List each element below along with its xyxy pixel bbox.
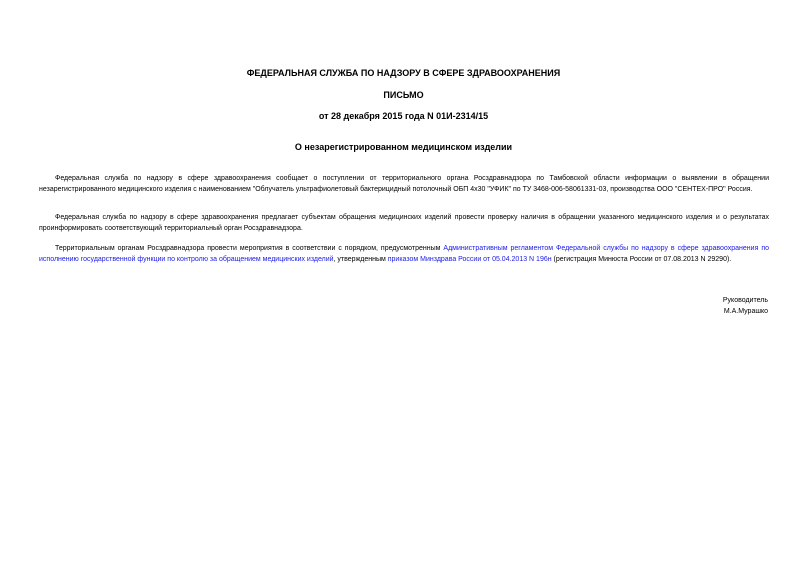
paragraph-3-text-part1: Территориальным органам Росздравнадзора провести мероприятия в соответствии с порядком, предусмотренным [55, 245, 444, 252]
paragraph-1: Федеральная служба по надзору в сфере здравоохранения сообщает о поступлении от территориального органа Росздравнадзора по Тамбовской области информации о выявлении в обращении незарегистрированного медицинского изделия с наименованием "Облучатель ультрафиолетовый бактерицидный потолочный ОБП 4х30 "УФИК" по ТУ 3468-006-58061331-03, производства ООО "СЕНТЕХ-ПРО" Россия. [39, 175, 769, 193]
order-link[interactable]: приказом Минздрава России от 05.04.2013 N 196н [387, 256, 552, 263]
signature-name: М.А.Мурашко [723, 308, 768, 315]
organization-heading: ФЕДЕРАЛЬНАЯ СЛУЖБА ПО НАДЗОРУ В СФЕРЕ ЗДРАВООХРАНЕНИЯ [246, 68, 561, 78]
regulation-link[interactable]: Административным регламентом Федеральной службы по надзору в сфере здравоохранения по исполнению государственной функции по контролю за обращением медицинских изделий [39, 245, 769, 263]
paragraph-3 [39, 243, 769, 265]
paragraph-3-text-part3: (регистрация Минюста России от 07.08.2013 N 29290). [551, 256, 732, 263]
document-type-heading: ПИСЬМО [383, 90, 424, 100]
paragraph-3-text-part2: , утвержденным [333, 256, 388, 263]
signature-title: Руководитель [722, 297, 768, 304]
document-subject: О незарегистрированном медицинском изделии [294, 142, 513, 152]
document-date-number: от 28 декабря 2015 года N 01И-2314/15 [318, 111, 489, 121]
paragraph-2: Федеральная служба по надзору в сфере здравоохранения предлагает субъектам обращения медицинских изделий провести проверку наличия в обращении указанного медицинского изделия и о результатах проинформировать соответствующий территориальный орган Росздравнадзора. [39, 214, 769, 232]
